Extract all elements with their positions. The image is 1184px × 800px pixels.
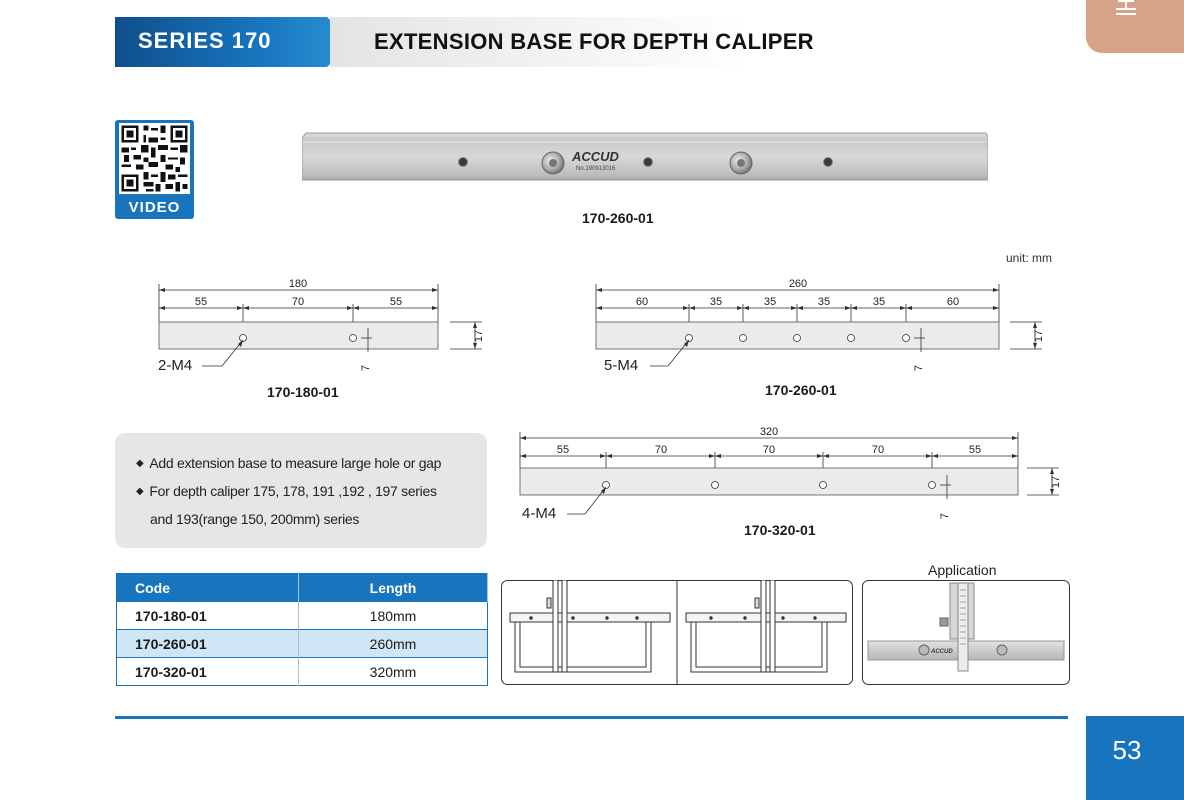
dim-segment: 70: [762, 444, 776, 456]
application-brand: ACCUD: [931, 649, 953, 655]
cell-length: 260mm: [299, 630, 488, 658]
application-label: Application: [928, 562, 997, 578]
cell-code: 170-320-01: [117, 658, 299, 686]
drawing-170-180-01: [150, 270, 490, 380]
cell-length: 180mm: [299, 602, 488, 630]
dim-offset: 7: [913, 364, 925, 372]
dim-segment: 35: [872, 296, 886, 308]
dim-height: 17: [1050, 475, 1062, 489]
dim-segment: 55: [389, 296, 403, 308]
dim-height: 17: [473, 329, 485, 343]
diamond-bullet-icon: ◆: [136, 486, 144, 497]
diamond-bullet-icon: ◆: [136, 458, 144, 469]
dim-total: 180: [288, 278, 308, 290]
dim-segment: 60: [635, 296, 649, 308]
dim-segment: 35: [709, 296, 723, 308]
application-photo: [862, 580, 1070, 685]
thread-label: 4-M4: [522, 505, 557, 522]
drawing-caption: 170-180-01: [267, 384, 339, 400]
table-row: [117, 602, 488, 630]
dim-segment: 70: [654, 444, 668, 456]
footer-rule: [115, 716, 1068, 719]
column-header-code: Code: [117, 574, 299, 602]
feature-item-continuation: and 193(range 150, 200mm) series: [150, 511, 360, 527]
dim-total: 260: [788, 278, 808, 290]
cell-length: 320mm: [299, 658, 488, 686]
qr-code-icon[interactable]: [119, 123, 190, 194]
photo-serial: No.190913016: [576, 166, 616, 172]
dim-segment: 55: [194, 296, 208, 308]
dim-height: 17: [1033, 329, 1045, 343]
drawing-caption: 170-260-01: [765, 382, 837, 398]
dim-segment: 70: [291, 296, 305, 308]
drawing-170-320-01: [515, 418, 1065, 528]
page-title: EXTENSION BASE FOR DEPTH CALIPER: [374, 29, 814, 54]
thread-label: 5-M4: [604, 357, 639, 374]
dim-segment: 55: [556, 444, 570, 456]
dim-segment: 35: [763, 296, 777, 308]
dim-total: 320: [759, 426, 779, 438]
table-row: [117, 658, 488, 686]
dim-segment: 70: [871, 444, 885, 456]
cell-code: 170-260-01: [117, 630, 299, 658]
feature-item: ◆ For depth caliper 175, 178, 191 ,192 , 197 series: [136, 483, 437, 499]
drawing-170-260-01: [590, 270, 1060, 380]
qr-video-label: VIDEO: [128, 199, 181, 216]
page-number: 53: [1112, 735, 1142, 765]
photo-caption: 170-260-01: [582, 210, 654, 226]
thread-label: 2-M4: [158, 357, 193, 374]
feature-item: ◆ Add extension base to measure large hole or gap: [136, 455, 442, 471]
dim-offset: 7: [939, 512, 951, 520]
spec-table: [116, 573, 488, 686]
corner-tab-glyph-icon: [1116, 0, 1136, 16]
dim-segment: 60: [946, 296, 960, 308]
cell-code: 170-180-01: [117, 602, 299, 630]
dim-segment: 35: [817, 296, 831, 308]
photo-brand: ACCUD: [572, 149, 619, 164]
dim-segment: 55: [968, 444, 982, 456]
unit-note: unit: mm: [1006, 251, 1053, 265]
drawing-caption: 170-320-01: [744, 522, 816, 538]
series-label: SERIES 170: [138, 28, 272, 53]
table-row: [117, 630, 488, 658]
application-illustration-gap: [501, 580, 853, 685]
product-photo: [302, 130, 988, 182]
table-header-row: [117, 574, 488, 602]
column-header-length: Length: [299, 574, 488, 602]
dim-offset: 7: [360, 364, 372, 372]
